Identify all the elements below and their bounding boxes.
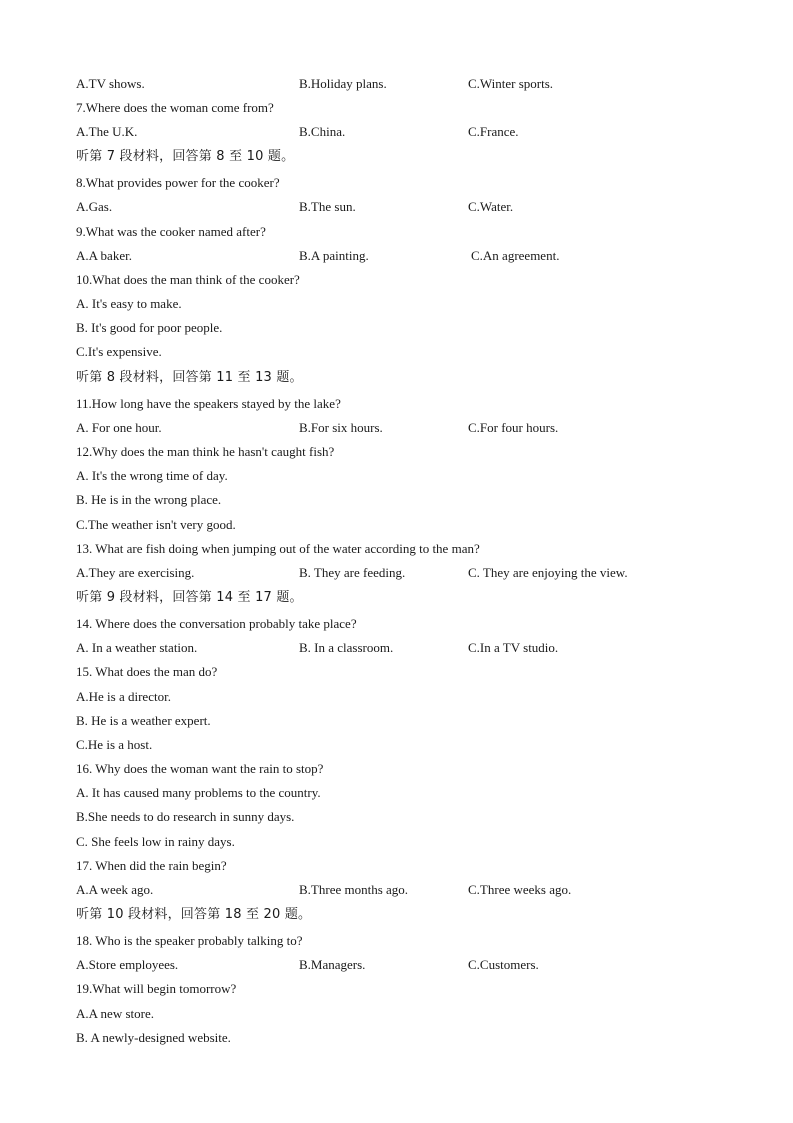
question-8 <box>0 173 793 193</box>
option-b: B.Holiday plans. <box>299 76 387 91</box>
option-a: A.A baker. <box>76 248 132 263</box>
option-text: A. It's the wrong time of day. <box>76 468 228 483</box>
option-b: B. In a classroom. <box>299 640 394 655</box>
options-row-q6 <box>0 74 793 94</box>
question-text: 7.Where does the woman come from? <box>76 100 274 115</box>
option-a: A.They are exercising. <box>76 565 195 580</box>
option-text: C.The weather isn't very good. <box>76 517 236 532</box>
option-c: C.Three weeks ago. <box>468 882 572 897</box>
question-text: 12.Why does the man think he hasn't caught fish? <box>76 444 335 459</box>
q15-option-b <box>0 711 793 731</box>
option-c: C. They are enjoying the view. <box>468 565 628 580</box>
option-text: B. He is in the wrong place. <box>76 492 222 507</box>
q10-option-b <box>0 318 793 338</box>
question-text: 8.What provides power for the cooker? <box>76 175 280 190</box>
question-18 <box>0 931 793 951</box>
question-13 <box>0 539 793 559</box>
q16-option-b <box>0 807 793 827</box>
option-c: C.An agreement. <box>471 248 560 263</box>
question-7 <box>0 98 793 118</box>
option-text: C. She feels low in rainy days. <box>76 834 235 849</box>
options-row-q14 <box>0 638 793 658</box>
question-text: 15. What does the man do? <box>76 664 218 679</box>
section-header-8 <box>0 368 793 388</box>
option-b: B.A painting. <box>299 248 369 263</box>
q12-option-b <box>0 490 793 510</box>
options-row-q13 <box>0 563 793 583</box>
section-header-text: 听第 9 段材料，回答第 14 至 17 题。 <box>76 590 303 605</box>
question-15 <box>0 662 793 682</box>
option-b: B.The sun. <box>299 199 356 214</box>
options-row-q18 <box>0 955 793 975</box>
option-b: B. They are feeding. <box>299 565 406 580</box>
option-c: C.Customers. <box>468 957 539 972</box>
option-a: A.Store employees. <box>76 957 179 972</box>
question-11 <box>0 394 793 414</box>
option-c: C.In a TV studio. <box>468 640 559 655</box>
question-text: 17. When did the rain begin? <box>76 858 227 873</box>
options-row-q11 <box>0 418 793 438</box>
q15-option-c <box>0 735 793 755</box>
option-text: C.He is a host. <box>76 737 153 752</box>
option-c: C.France. <box>468 124 519 139</box>
question-19 <box>0 979 793 999</box>
question-12 <box>0 442 793 462</box>
question-9 <box>0 222 793 242</box>
q10-option-c <box>0 342 793 362</box>
option-text: A.A new store. <box>76 1006 154 1021</box>
question-16 <box>0 759 793 779</box>
question-text: 18. Who is the speaker probably talking to? <box>76 933 303 948</box>
option-text: A. It's easy to make. <box>76 296 182 311</box>
question-text: 16. Why does the woman want the rain to stop? <box>76 761 324 776</box>
option-a: A.A week ago. <box>76 882 154 897</box>
option-c: C.For four hours. <box>468 420 559 435</box>
section-header-9 <box>0 588 793 608</box>
option-text: B. It's good for poor people. <box>76 320 223 335</box>
question-text: 10.What does the man think of the cooker? <box>76 272 300 287</box>
option-b: B.For six hours. <box>299 420 383 435</box>
question-10 <box>0 270 793 290</box>
question-17 <box>0 856 793 876</box>
question-text: 9.What was the cooker named after? <box>76 224 266 239</box>
option-text: A.He is a director. <box>76 689 171 704</box>
option-c: C.Winter sports. <box>468 76 554 91</box>
section-header-10 <box>0 905 793 925</box>
options-row-q8 <box>0 197 793 217</box>
section-header-text: 听第 8 段材料，回答第 11 至 13 题。 <box>76 370 303 385</box>
q19-option-a <box>0 1004 793 1024</box>
option-b: B.Three months ago. <box>299 882 409 897</box>
option-c: C.Water. <box>468 199 514 214</box>
section-header-text: 听第 10 段材料，回答第 18 至 20 题。 <box>76 907 312 922</box>
option-text: B. A newly-designed website. <box>76 1030 231 1045</box>
question-text: 14. Where does the conversation probably take place? <box>76 616 357 631</box>
option-b: B.China. <box>299 124 346 139</box>
question-text: 13. What are fish doing when jumping out of the water according to the man? <box>76 541 480 556</box>
option-a: A.Gas. <box>76 199 113 214</box>
section-header-text: 听第 7 段材料，回答第 8 至 10 题。 <box>76 149 295 164</box>
q19-option-b <box>0 1028 793 1048</box>
option-a: A.TV shows. <box>76 76 145 91</box>
option-text: B. He is a weather expert. <box>76 713 211 728</box>
q16-option-c <box>0 832 793 852</box>
option-text: A. It has caused many problems to the country. <box>76 785 321 800</box>
q12-option-c <box>0 515 793 535</box>
option-a: A. For one hour. <box>76 420 162 435</box>
option-text: B.She needs to do research in sunny days. <box>76 809 295 824</box>
options-row-q17 <box>0 880 793 900</box>
options-row-q7 <box>0 122 793 142</box>
option-b: B.Managers. <box>299 957 366 972</box>
question-14 <box>0 614 793 634</box>
section-header-7 <box>0 147 793 167</box>
q15-option-a <box>0 687 793 707</box>
option-a: A.The U.K. <box>76 124 138 139</box>
q12-option-a <box>0 466 793 486</box>
question-text: 19.What will begin tomorrow? <box>76 981 237 996</box>
options-row-q9 <box>0 246 793 266</box>
question-text: 11.How long have the speakers stayed by the lake? <box>76 396 341 411</box>
option-text: C.It's expensive. <box>76 344 162 359</box>
q16-option-a <box>0 783 793 803</box>
option-a: A. In a weather station. <box>76 640 198 655</box>
q10-option-a <box>0 294 793 314</box>
